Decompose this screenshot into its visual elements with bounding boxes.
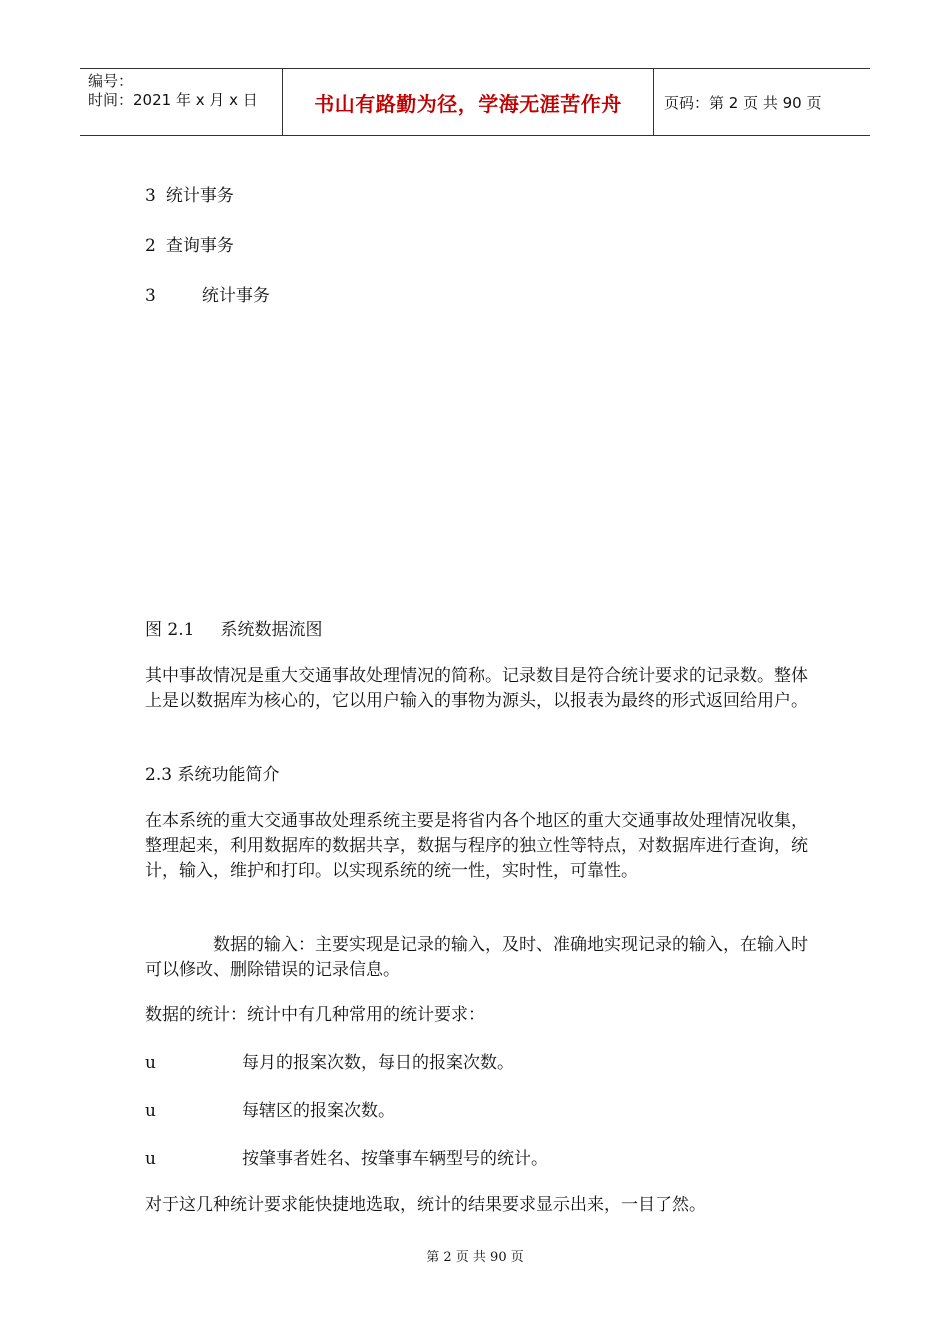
paragraph: 对于这几种统计要求能快捷地选取，统计的结果要求显示出来，一目了然。 bbox=[145, 1195, 706, 1215]
paragraph: 数据的统计：统计中有几种常用的统计要求： bbox=[145, 1005, 485, 1025]
bullet-mark: u bbox=[145, 1149, 156, 1169]
bullet-item: u 每月的报案次数，每日的报案次数。 bbox=[145, 1053, 514, 1073]
figure-title: 系统数据流图 bbox=[220, 620, 323, 640]
figure-caption bbox=[145, 618, 322, 643]
header-motto: 书山有路勤为径，学海无涯苦作舟 bbox=[314, 91, 622, 116]
paragraph: 在本系统的重大交通事故处理系统主要是将省内各个地区的重大交通事故处理情况收集，整理起来，利用数据库的数据共享，数据与程序的独立性等特点，对数据库进行查询，统计，输入，维护和打印。以实现系统的统一性，实时性，可靠性。 bbox=[145, 811, 808, 881]
bullet-mark: u bbox=[145, 1053, 156, 1073]
section-heading: 2.3 系统功能简介 bbox=[145, 765, 280, 785]
header-meta bbox=[80, 69, 282, 135]
header-motto-cell bbox=[282, 69, 654, 135]
figure-number: 图 2.1 bbox=[145, 620, 195, 640]
bullet-item: u 每辖区的报案次数。 bbox=[145, 1101, 395, 1121]
header-page-info: 页码：第 2 页 共 90 页 bbox=[664, 93, 822, 112]
page-header bbox=[80, 68, 870, 136]
list-item: 2 查询事务 bbox=[145, 236, 234, 256]
paragraph: 数据的输入：主要实现是记录的输入，及时、准确地实现记录的输入，在输入时可以修改、删除错误的记录信息。 bbox=[145, 935, 808, 980]
list-item: 3 统计事务 bbox=[145, 186, 234, 206]
list-item: 3 统计事务 bbox=[145, 286, 270, 306]
bullet-mark: u bbox=[145, 1101, 156, 1121]
page-footer: 第 2 页 共 90 页 bbox=[426, 1250, 524, 1265]
paragraph: 其中事故情况是重大交通事故处理情况的简称。记录数目是符合统计要求的记录数。整体上是以数据库为核心的，它以用户输入的事物为源头，以报表为最终的形式返回给用户。 bbox=[145, 666, 808, 711]
bullet-item: u 按肇事者姓名、按肇事车辆型号的统计。 bbox=[145, 1149, 548, 1169]
document-number: 编号： bbox=[88, 72, 134, 90]
document-date: 时间：2021 年 x 月 x 日 bbox=[88, 91, 258, 109]
